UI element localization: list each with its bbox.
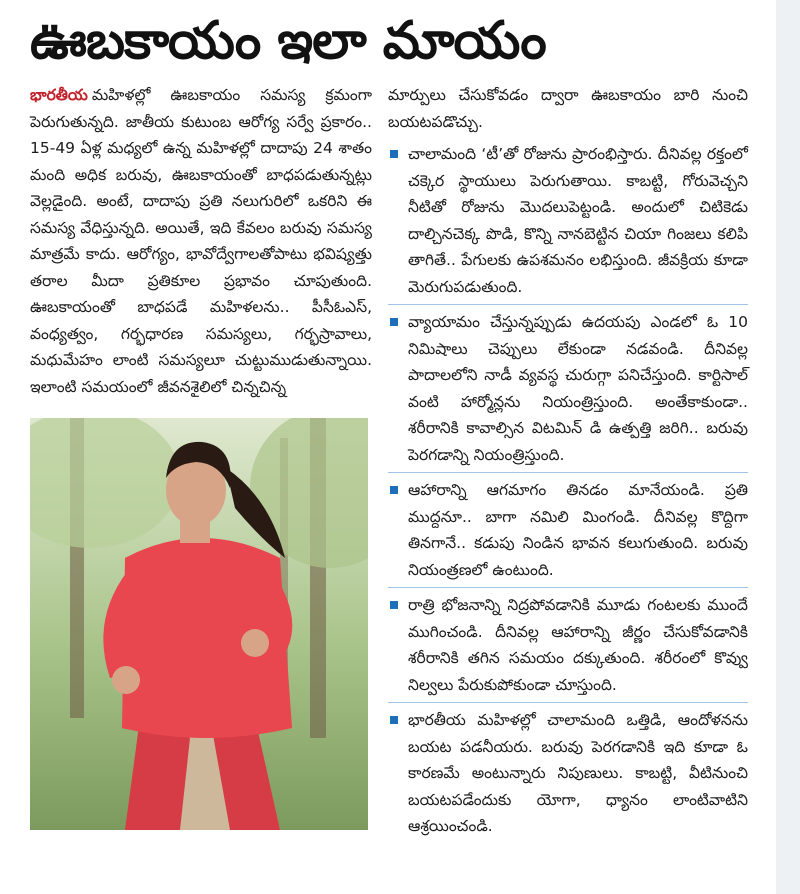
square-bullet-icon — [390, 150, 398, 158]
square-bullet-icon — [390, 716, 398, 724]
article-headline: ఊబకాయం ఇలా మాయం — [30, 11, 546, 71]
photo-illustration — [30, 418, 368, 830]
runner-hand — [112, 666, 140, 694]
page-margin-strip — [776, 0, 800, 894]
intro-paragraph — [30, 82, 372, 400]
tip-item — [388, 707, 748, 844]
tip-item — [388, 477, 748, 588]
tip-text: రాత్రి భోజనాన్ని నిద్రపోవడానికి మూడు గంటలకు ముందే ముగించండి. దీనివల్ల ఆహారాన్ని జీర్ణం చేసుకోవడానికి శరీరానికి తగిన సమయం దక్కుతుంది. శరీరంలో కొవ్వు నిల్వలు పేరుకుపోకుండా చూస్తుంది. — [408, 596, 748, 694]
tip-item — [388, 592, 748, 703]
runner-hand — [241, 629, 269, 657]
intro-lead-word: భారతీయ — [30, 86, 88, 104]
jogging-woman-photo — [30, 418, 368, 830]
left-column — [30, 82, 372, 400]
tip-text: భారతీయ మహిళల్లో చాలామంది ఒత్తిడి, ఆందోళనను బయట పడనీయరు. బరువు పెరగడానికి ఇది కూడా ఓ కారణమే అంటున్నారు నిపుణులు. కాబట్టి, వీటినుంచి బయటపడేందుకు యోగా, ధ్యానం లాంటివాటిని ఆశ్రయించండి. — [408, 711, 748, 835]
square-bullet-icon — [390, 486, 398, 494]
tip-text: వ్యాయామం చేస్తున్నప్పుడు ఉదయపు ఎండలో ఓ 10 నిమిషాలు చెప్పులు లేకుండా నడవండి. దీనివల్ల పాదాలలోని నాడీ వ్యవస్థ చురుగ్గా పనిచేస్తుంది. కార్టిసాల్ వంటి హార్మోన్లను నియంత్రిస్తుంది. అంతేకాకుండా.. శరీరానికి కావాల్సిన విటమిన్ డి ఉత్పత్తి జరిగి.. బరువు పెరగడాన్ని నియంత్రిస్తుంది. — [408, 313, 748, 464]
continuation-text: మార్పులు చేసుకోవడం ద్వారా ఊబకాయం బారి నుంచి బయటపడొచ్చు. — [388, 86, 748, 131]
tip-item — [388, 309, 748, 473]
tip-text: ఆహారాన్ని ఆగమాగం తినడం మానేయండి. ప్రతి ముద్దనూ.. బాగా నమిలి మింగండి. దీనివల్ల కొద్దిగా తినగానే.. కడుపు నిండిన భావన కలుగుతుంది. బరువు నియంత్రణలో ఉంటుంది. — [408, 481, 748, 579]
square-bullet-icon — [390, 601, 398, 609]
tip-item — [388, 141, 748, 305]
tip-text: చాలామంది ‘టీ’తో రోజును ప్రారంభిస్తారు. దీనివల్ల రక్తంలో చక్కెర స్థాయులు పెరుగుతాయి. కాబట్టి, గోరువెచ్చని నీటితో రోజును మొదలుపెట్టండి. అందులో చిటికెడు దాల్చినచెక్క పొడి, కొన్ని నానబెట్టిన చియా గింజలు కలిపి తాగితే.. పేగులకు ఉపశమనం లభిస్తుంది. జీవక్రియ కూడా మెరుగుపడుతుంది. — [408, 145, 748, 296]
right-column — [388, 82, 748, 848]
intro-body-text: మహిళల్లో ఊబకాయం సమస్య క్రమంగా పెరుగుతున్నది. జాతీయ కుటుంబ ఆరోగ్య సర్వే ప్రకారం.. 15-49 ఏళ్ల మధ్యలో ఉన్న మహిళల్లో దాదాపు 24 శాతం మంది అధిక బరువు, ఊబకాయంతో బాధపడుతున్నట్లు వెల్లడైంది. అంటే, దాదాపు ప్రతి నలుగురిలో ఒకరిని ఈ సమస్య వేధిస్తున్నది. అయితే, ఇది కేవలం బరువు సమస్య మాత్రమే కాదు. ఆరోగ్యం, భావోద్వేగాలతోపాటు భవిష్యత్తు తరాల మీదా ప్రతికూల ప్రభావం చూపుతుంది. ఊబకాయంతో బాధపడే మహిళలను.. పీసీఓఎస్, వంధ్యత్వం, గర్భధారణ సమస్యలు, గర్భస్రావాలు, మధుమేహం లాంటి సమస్యలూ చుట్టుముడుతున్నాయి. ఇలాంటి సమయంలో జీవనశైలిలో చిన్నచిన్న — [30, 86, 372, 396]
tips-list — [388, 141, 748, 844]
square-bullet-icon — [390, 318, 398, 326]
